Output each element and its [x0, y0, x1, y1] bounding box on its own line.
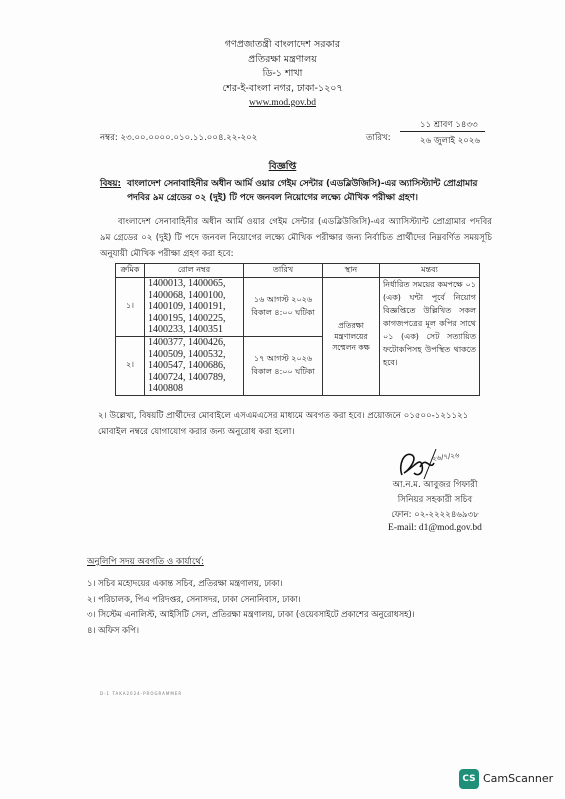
signatory-phone: ফোন: ০২-২২২২৪৬৯৩৮ [391, 510, 479, 520]
table-header-row [116, 264, 480, 278]
header-remarks: মন্তব্য [380, 264, 480, 278]
subject-text: বাংলাদেশ সেনাবাহিনীর অধীন আর্মি ওয়ার গেইম সেন্টার (এডব্লিউজিসি)-এর অ্যাসিস্ট্যান্ট প্রোগ্রামার পদবির ৯ম গ্রেডের ০২ (দুই) টি পদে জনবল নিয়োগের লক্ষ্যে মৌখিক পরীক্ষা গ্রহণ। [127, 179, 478, 203]
list-item: ২। পরিচালক, পিএ পরিদপ্তর, সেনাসদর, ঢাকা সেনানিবাস, ঢাকা। [87, 593, 301, 604]
signatory-email[interactable]: E-mail: d1@mod.gov.bd [388, 523, 482, 533]
paragraph-1: বাংলাদেশ সেনাবাহিনীর অধীন আর্মি ওয়ার গেইম সেন্টার (এডব্লিউজিসি)-এর অ্যাসিস্ট্যান্ট প্রোগ্রামার পদবির ৯ম গ্রেডের ০২ (দুই) টি পদে জনবল নিয়োগের লক্ষ্যে মৌখিক পরীক্ষার জন্য নির্বাচিত প্রার্থীদের নিম্নবর্ণিত সময়সূচি অনুযায়ী মৌখিক পরীক্ষা গ্রহণ করা হবে: [100, 217, 492, 259]
website-link[interactable]: www.mod.gov.bd [248, 98, 317, 108]
subject-block [100, 178, 500, 205]
date-label: তারিখ: [366, 133, 391, 143]
roll-numbers: 1400013, 1400065, 1400068, 1400100, 1400109, 1400191, 1400195, 1400225, 1400233, 1400351 [145, 278, 244, 337]
date-english: ২৬ জুলাই ২০২৬ [420, 136, 481, 146]
header-serial: ক্রমিক [116, 264, 145, 278]
list-item: ১। সচিব মহোদয়ের একান্ত সচিব, প্রতিরক্ষা মন্ত্রণালয়, ঢাকা। [87, 578, 283, 588]
roll-numbers: 1400377, 1400426, 1400509, 1400532, 1400547, 1400686, 1400724, 1400789, 1400808 [145, 336, 244, 395]
section-name: ডি-১ শাখা [262, 68, 303, 79]
address: শের-ই-বাংলা নগর, ঢাকা-১২০৭ [222, 82, 343, 94]
camscanner-watermark [459, 769, 553, 789]
camscanner-logo-icon: CS [459, 769, 479, 789]
camscanner-label: CamScanner [483, 772, 554, 785]
notice-title: বিজ্ঞপ্তি [268, 161, 297, 172]
govt-name: গণপ্রজাতন্ত্রী বাংলাদেশ সরকার [224, 39, 341, 50]
header-date: তারিখ [244, 264, 323, 278]
signatory-designation: সিনিয়র সহকারী সচিব [397, 495, 473, 505]
header-venue: স্থান [323, 264, 380, 278]
subject-label: বিষয়: [100, 179, 121, 189]
signature-date: ২৬/৭/২৬ [431, 451, 460, 463]
paragraph-2: ২। উল্লেখ্য, বিষয়টি প্রার্থীদের মোবাইলে এসএমএসের মাধ্যমে অবগত করা হবে। প্রয়োজনে ০১৫০০-১২১১২১ মোবাইল নম্বরে যোগাযোগ করার জন্য অনুরোধ করা হলো। [98, 411, 469, 437]
row-serial: ২। [116, 336, 145, 395]
reference-number: নম্বর: ২৩.০০.০০০০.০১০.১১.০০৪.২২-২০২ [100, 133, 258, 143]
copy-heading: অনুলিপি সদয় অবগতি ও কার্যার্থে: [87, 557, 204, 567]
header-roll: রোল নম্বর [145, 264, 244, 278]
ministry-name: প্রতিরক্ষা মন্ত্রণালয় [248, 53, 317, 65]
date-bangla: ১১ শ্রাবণ ১৪৩৩ [400, 118, 485, 132]
schedule-table [115, 263, 480, 396]
list-item: ৩। সিস্টেম এনালিস্ট, আইসিটি সেল, প্রতিরক্ষা মন্ত্রণালয়, ঢাকা (ওয়েবসাইটে প্রকাশের অনুরোধসহ)। [87, 609, 415, 619]
remarks-cell: নির্ধারিত সময়ের কমপক্ষে ০১ (এক) ঘন্টা পূর্বে নিয়োগ বিজ্ঞপ্তিতে উল্লিখিত সকল কাগজপত্রের মূল কপির সাথে ০১ (এক) সেট সত্যায়িত ফটোকপিসহ উপস্থিত থাকতে হবে। [380, 278, 480, 396]
list-item: ৪। অফিস কপি। [87, 624, 139, 635]
row-serial: ১। [116, 278, 145, 337]
exam-date: ১৬ আগস্ট ২০২৬ বিকাল ৪:০০ ঘটিকা [244, 278, 323, 337]
venue-cell: প্রতিরক্ষা মন্ত্রণালয়ের সম্মেলন কক্ষ [323, 278, 380, 396]
signatory-name: আ.ন.ম. আবুজর গিফারী [392, 480, 478, 490]
date-block [366, 118, 485, 148]
table-row [116, 278, 480, 337]
footer-filename: D-1 TAKA2024-PROGRAMMER [100, 691, 183, 696]
exam-date: ১৭ আগস্ট ২০২৬ বিকাল ৪:০০ ঘটিকা [244, 336, 323, 395]
letterhead [0, 38, 565, 111]
copy-list [87, 576, 507, 638]
